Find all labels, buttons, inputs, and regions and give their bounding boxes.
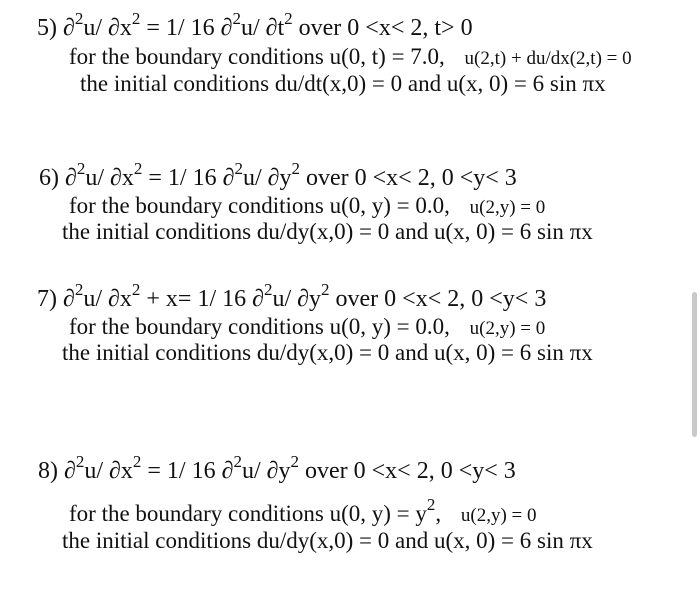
problem-number: 8) (38, 458, 58, 484)
problem-number: 6) (39, 165, 59, 191)
equation-text: ∂$^2$u/ $\partial x^2 = 1/$ 16 ∂$^2$u/ $\partial y^2$ over 0 <x< 2, 0 <y< 3 (64, 452, 516, 484)
initial-conditions: the initial conditions du/dy(x,0) = 0 and u(x, 0) = 6 sin πx (62, 219, 593, 244)
initial-conditions: the initial conditions du/dy(x,0) = 0 and u(x, 0) = 6 sin πx (62, 528, 593, 553)
initial-conditions: the initial conditions du/dy(x,0) = 0 and u(x, 0) = 6 sin πx (62, 340, 593, 365)
boundary-condition-main: for the boundary conditions u(0, t) = 7.0, (69, 44, 445, 69)
boundary-condition-second: u(2,y) = 0 (469, 197, 546, 218)
boundary-condition-second: u(2,y) = 0 (469, 318, 546, 339)
boundary-condition-second: u(2,t) + du/dx(2,t) = 0 (464, 48, 632, 69)
vertical-scrollbar[interactable] (692, 292, 697, 437)
boundary-condition-second: u(2,y) = 0 (460, 505, 537, 526)
equation-text: ∂$^2$u/ $\partial x^2 = 1/$ 16 ∂$^2$u/ $\partial t^2$ over 0 <x< 2, t> 0 (63, 9, 473, 41)
problem-number: 7) (37, 286, 57, 312)
initial-conditions: the initial conditions du/dt(x,0) = 0 and u(x, 0) = 6 sin πx (80, 71, 606, 96)
problem-equation (37, 280, 547, 313)
problem-equation (37, 9, 473, 42)
equation-text: ∂$^2$u/ $\partial x^2 = 1/$ 16 ∂$^2$u/ $\partial y^2$ over 0 <x< 2, 0 <y< 3 (65, 159, 517, 191)
boundary-conditions (69, 495, 537, 530)
equation-text: ∂$^2$u/ $\partial x^2 + x= 1/$ 16 ∂$^2$u/ $\partial y^2$ over 0 <x< 2, 0 <y< 3 (63, 280, 547, 312)
problem-number: 5) (37, 15, 57, 41)
boundary-condition-main: for the boundary conditions u(0, y) = 0.0, (69, 193, 450, 218)
boundary-condition-main: for the boundary conditions u(0, y) = 0.0, (69, 314, 450, 339)
boundary-condition-main: for the boundary conditions u(0, $y) = y^2$, (69, 495, 442, 526)
problem-equation (38, 452, 516, 485)
problem-equation (39, 159, 517, 192)
boundary-conditions (69, 43, 632, 73)
